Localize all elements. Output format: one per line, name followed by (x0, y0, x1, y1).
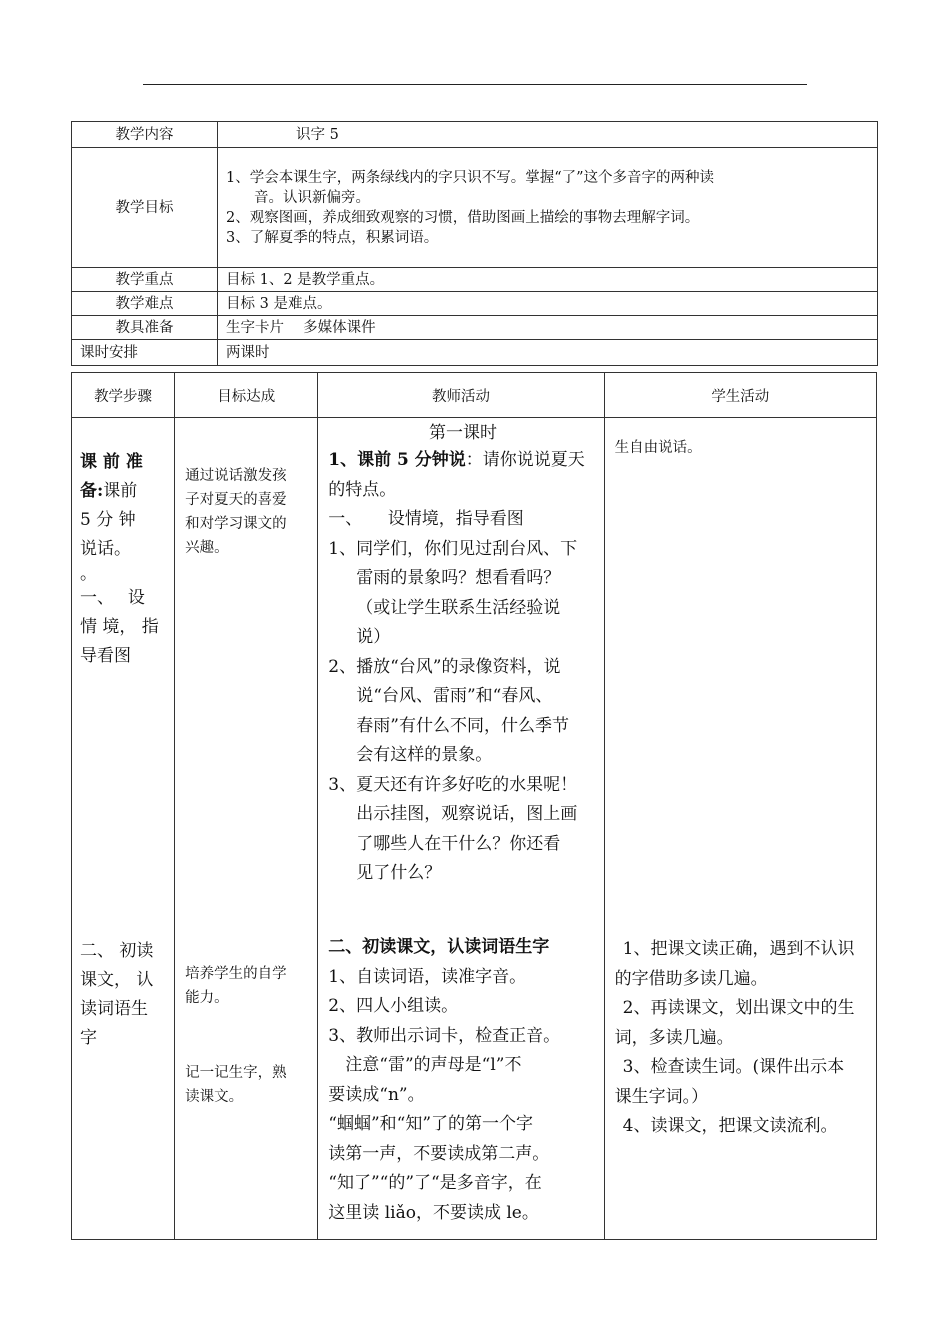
teacher-t5-line3: 了哪些人在干什么？你还看 (356, 833, 561, 854)
teacher-t5-line2: 出示挂图，观察说话，图上画 (356, 804, 578, 824)
step-2-line1: 二、 初读 (80, 941, 154, 961)
step-pre-line2: 备:课前 (80, 481, 138, 501)
student-cell (604, 418, 876, 1240)
goal-1-line3: 和对学习课文的 (185, 516, 287, 532)
teacher-t11-line2: 读第一声，不要读成第二声。 (328, 1143, 550, 1164)
goal-3-line2: 读课文。 (185, 1089, 244, 1105)
objective-label: 教学目标 (72, 148, 218, 268)
student-s4-line1: 3、检查读生词。(课件出示本 (622, 1057, 845, 1077)
student-s2-line1: 1、把课文读正确，遇到不认识 (622, 939, 855, 959)
step-2-line3: 读词语生 (80, 999, 148, 1019)
step-1-line1: 一、 设 (80, 588, 145, 608)
difficulty-value: 目标 3 是难点。 (218, 292, 878, 316)
period-title: 第一课时 (428, 423, 497, 443)
teacher-cell (318, 418, 604, 1240)
key-label: 教学重点 (72, 268, 218, 292)
goal-3-line1: 记一记生字，熟 (185, 1065, 287, 1081)
goal-2-line1: 培养学生的自学 (185, 966, 287, 982)
key-value: 目标 1、2 是教学重点。 (218, 268, 878, 292)
step-1-line3: 导看图 (80, 646, 131, 666)
objective-2: 2、观察图画，养成细致观察的习惯，借助图画上描绘的事物去理解字词。 (226, 209, 700, 226)
student-s3-line2: 词，多读几遍。 (614, 1027, 734, 1048)
student-s2-line2: 的字借助多读几遍。 (614, 968, 768, 989)
teacher-t12-line1: “知了”“的”了“是多音字，在 (328, 1173, 542, 1193)
step-pre-line5: 。 (80, 564, 97, 584)
content-label: 教学内容 (72, 122, 218, 148)
col-header-teacher: 教师活动 (318, 373, 604, 418)
teacher-t10-line2: 要读成“n”。 (328, 1084, 425, 1105)
teacher-t10-line1: 注意“雷”的声母是“l”不 (328, 1055, 522, 1075)
lesson-steps-table (71, 372, 877, 1240)
teacher-t9: 3、教师出示词卡，检查正音。 (328, 1025, 561, 1046)
teacher-t4-line1: 2、播放“台风”的录像资料，说 (328, 656, 561, 677)
teacher-t7: 1、自读词语，读准字音。 (328, 966, 527, 987)
col-header-goals: 目标达成 (175, 373, 318, 418)
header-rule (143, 84, 807, 85)
step-pre-line4: 说话。 (80, 539, 131, 559)
step-pre-title: 课 前 准 (80, 452, 143, 472)
teacher-t1: 1、课前 5 分钟说：请你说说夏天 (328, 450, 585, 470)
teacher-t3-line3: （或让学生联系生活经验说 (356, 597, 561, 618)
teacher-t3-line2: 雷雨的景象吗？想看看吗？ (356, 568, 561, 588)
goal-1-line4: 兴趣。 (185, 540, 229, 556)
teacher-t4-line3: 春雨”有什么不同，什么季节 (356, 715, 569, 736)
goal-2-line2: 能力。 (185, 990, 229, 1006)
teacher-t4-line2: 说“台风、雷雨”和“春风、 (356, 686, 553, 706)
teacher-t2: 一、 设情境，指导看图 (328, 509, 524, 529)
teacher-t5-line4: 见了什么？ (356, 863, 442, 883)
teacher-t12-line2: 这里读 liǎo，不要读成 le。 (328, 1202, 539, 1223)
difficulty-label: 教学难点 (72, 292, 218, 316)
teacher-t3-line1: 1、同学们，你们见过刮台风、下 (328, 538, 578, 559)
schedule-label: 课时安排 (72, 340, 218, 366)
tools-value: 生字卡片 多媒体课件 (218, 316, 878, 340)
student-s1: 生自由说话。 (614, 440, 702, 456)
lesson-info-table (71, 121, 878, 366)
objective-3: 3、了解夏季的特点，积累词语。 (226, 229, 439, 246)
student-s4-line2: 课生字词。） (614, 1086, 709, 1107)
content-value: 识字 5 (218, 122, 878, 148)
teacher-t4-line4: 会有这样的景象。 (356, 745, 493, 765)
objective-1-cont: 音。认识新偏旁。 (254, 189, 370, 206)
col-header-student: 学生活动 (604, 373, 876, 418)
col-header-steps: 教学步骤 (72, 373, 175, 418)
student-s3-line1: 2、再读课文，划出课文中的生 (622, 998, 855, 1018)
steps-cell (72, 418, 175, 1240)
step-pre-line3: 5 分 钟 (80, 510, 136, 530)
goal-1-line2: 子对夏天的喜爱 (185, 492, 287, 508)
teacher-t5-line1: 3、夏天还有许多好吃的水果呢！ (328, 774, 578, 795)
teacher-t8: 2、四人小组读。 (328, 996, 459, 1016)
goals-cell (175, 418, 318, 1240)
schedule-value: 两课时 (218, 340, 878, 366)
teacher-t6: 二、初读课文，认读词语生字 (328, 937, 550, 957)
objective-list (218, 148, 878, 268)
teacher-t1-cont: 的特点。 (328, 479, 397, 500)
student-s5: 4、读课文，把课文读流利。 (622, 1116, 838, 1136)
step-2-line2: 课文， 认 (80, 970, 154, 990)
goal-1-line1: 通过说话激发孩 (185, 468, 287, 484)
teacher-t3-line4: 说） (356, 627, 391, 647)
tools-label: 教具准备 (72, 316, 218, 340)
step-1-line2: 情 境， 指 (80, 617, 159, 637)
step-2-line4: 字 (80, 1028, 97, 1048)
teacher-t11-line1: “蝈蝈”和“知”了的第一个字 (328, 1114, 534, 1134)
objective-1: 1、学会本课生字，两条绿线内的字只识不写。掌握“了”这个多音字的两种读 (226, 169, 715, 186)
